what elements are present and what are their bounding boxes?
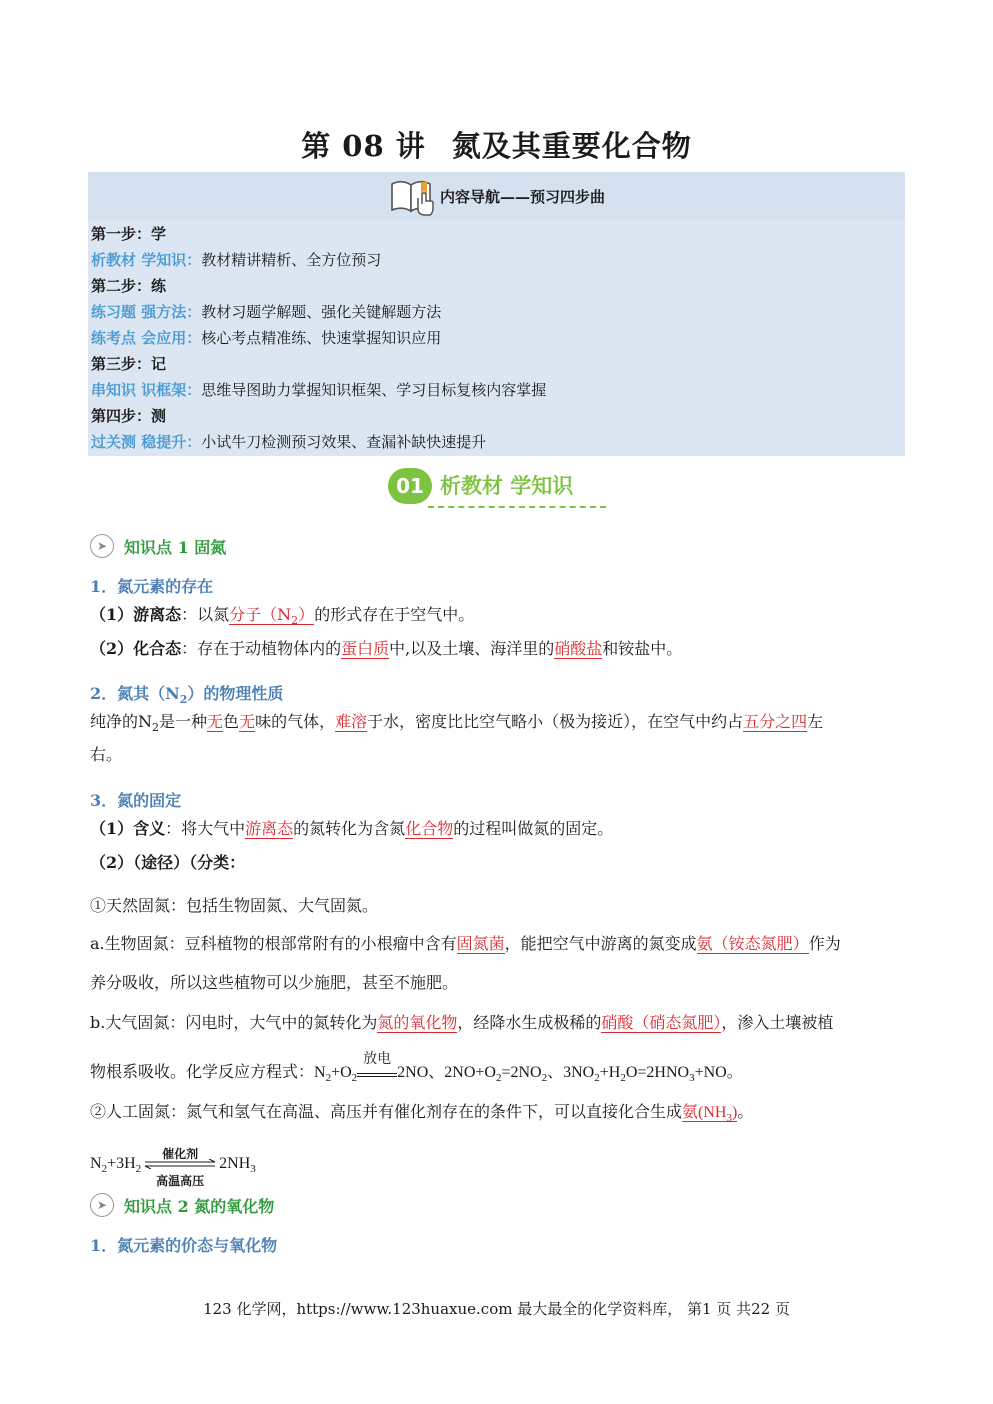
section-banner [388,468,606,512]
lesson-number: 第 08 讲 [301,129,426,163]
nav-step-1: 第一步：学 [91,225,167,243]
condition-discharge: 放电 [363,1052,392,1067]
knowledge-point-1: ➤ 知识点 1 固氮 [90,533,226,559]
para-combined-state: （2）化合态：存在于动植物体内的蛋白质中,以及土壤、海洋里的硝酸盐和铵盐中。 [90,639,683,658]
equals-sign [357,1073,397,1077]
nav-row-study: 析教材 学知识：教材精讲精析、全方位预习 [91,251,382,269]
para-natural-fixation: ①天然固氮：包括生物固氮、大气固氮。 [90,896,379,915]
heading-physical-properties: 2．氮其$(N_2)$的物理性质 [90,684,284,707]
para-artificial-fixation: ②人工固氮：氮气和氢气在高温、高压并有催化剂存在的条件下，可以直接化合生成氨$(NH_3)$。 [90,1102,754,1125]
page-title [0,124,993,165]
section-number: 01 [388,468,432,504]
para-bio-fixation-cont: 养分吸收，所以这些植物可以少施肥，甚至不施肥。 [90,973,459,992]
equation-ammonia-synthesis: $N_2+3H_2$ 催化剂 高温高压 $2NH_3$ [90,1152,256,1181]
para-definition: （1）含义：将大气中游离态的氮转化为含氮化合物的过程叫做氮的固定。 [90,819,614,838]
heading-valence-oxides: 1．氮元素的价态与氧化物 [90,1236,278,1255]
para-atmos-fixation: b.大气固氮：闪电时，大气中的氮转化为氮的氧化物，经降水生成极稀的硝酸（硝态氮肥），渗入土壤被植 [90,1013,834,1032]
para-bio-fixation: a.生物固氮：豆科植物的根部常附有的小根瘤中含有固氮菌，能把空气中游离的氮变成氨（铵态氮肥）作为 [90,934,841,953]
condition-catalyst: 催化剂 [162,1147,199,1162]
content-nav-heading [88,172,905,220]
condition-high-temp-pressure: 高温高压 [156,1174,205,1189]
heading-nitrogen-fixation: 3．氮的固定 [90,791,182,810]
nav-row-framework: 串知识 识框架：思维导图助力掌握知识框架、学习目标复核内容掌握 [91,381,547,399]
para-classification: （2）（途径）（分类： [90,853,246,872]
nav-step-3: 第三步：记 [91,355,167,373]
para-atmos-equations: 物根系吸收。化学反应方程式：$N_2+O_2$ 放电 2NO、$2NO+O_2=2NO_2$、$3NO_2+H_2O=2HNO_3+NO$。 [90,1060,743,1090]
para-physical-properties: 纯净的$N_2$是一种无色无味的气体，难溶于水，密度比比空气略小（极为接近），在空气中约占五分之四左 [90,712,824,735]
page-footer: 123 化学网，https://www.123huaxue.com 最大最全的化学资料库， 第1 页 共22 页 [203,1300,790,1318]
knowledge-point-2: ➤ 知识点 2 氮的氧化物 [90,1192,274,1218]
book-pointer-icon [388,176,436,216]
arrow-circle-icon: ➤ [90,534,114,558]
para-free-state: （1）游离态：以氮分子$(N_2)$的形式存在于空气中。 [90,605,475,628]
nav-heading-text: 内容导航——预习四步曲 [439,187,605,206]
lesson-title: 氮及其重要化合物 [451,129,692,163]
para-physical-properties-cont: 右。 [90,745,123,764]
section-underline [428,506,606,508]
nav-step-2: 第二步：练 [91,277,167,295]
section-title: 析教材 学知识 [440,474,574,498]
nav-row-apply: 练考点 会应用：核心考点精准练、快速掌握知识应用 [91,329,442,347]
nav-row-test: 过关测 稳提升：小试牛刀检测预习效果、查漏补缺快速提升 [91,433,487,451]
heading-nitrogen-existence: 1．氮元素的存在 [90,577,214,596]
nav-row-practice: 练习题 强方法：教材习题学解题、强化关键解题方法 [91,303,442,321]
arrow-circle-icon: ➤ [90,1193,114,1217]
nav-step-4: 第四步：测 [91,407,167,425]
reversible-arrow-icon [141,1159,219,1169]
